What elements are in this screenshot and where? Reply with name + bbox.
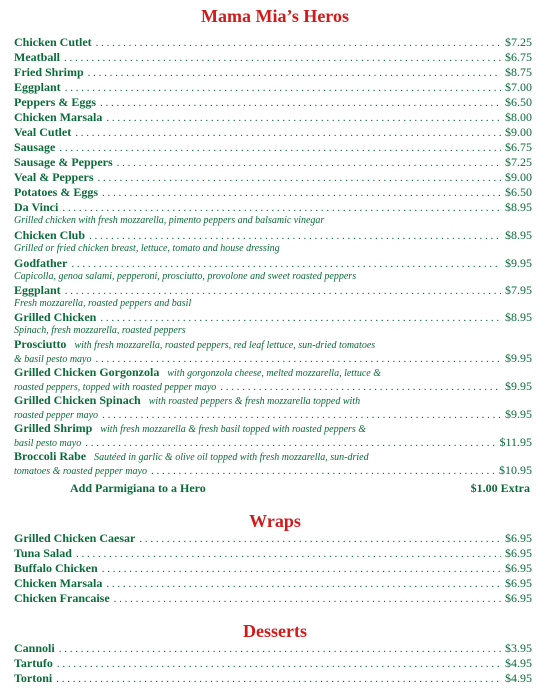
- item-name: Fried Shrimp: [14, 65, 84, 79]
- menu-item: [14, 95, 532, 109]
- item-description: Spinach, fresh mozzarella, roasted peppers: [14, 325, 186, 336]
- special-item: [14, 365, 532, 379]
- item-price: $9.95: [505, 379, 532, 393]
- item-price: $8.75: [505, 65, 532, 79]
- item-price: $9.95: [505, 351, 532, 365]
- item-name: Tortoni: [14, 671, 53, 685]
- item-description: with roasted peppers & fresh mozzarella topped with: [148, 396, 361, 407]
- special-item: [14, 421, 532, 435]
- menu-item: [14, 50, 532, 64]
- item-name: Chicken Francaise: [14, 591, 110, 605]
- item-name: Grilled Chicken Caesar: [14, 531, 136, 545]
- item-name: Sausage & Peppers: [14, 155, 113, 169]
- item-description: & basil pesto mayo: [14, 354, 92, 365]
- item-description: tomatoes & roasted pepper mayo: [14, 466, 147, 477]
- item-price: $4.95: [505, 671, 532, 685]
- item-name: Prosciutto: [14, 337, 67, 351]
- item-price: $6.95: [505, 531, 532, 545]
- item-name: Potatoes & Eggs: [14, 185, 98, 199]
- item-description: with fresh mozzarella & fresh basil topped with roasted peppers &: [100, 424, 367, 435]
- item-name: Grilled Chicken Gorgonzola: [14, 365, 160, 379]
- item-description: with gorgonzola cheese, melted mozzarella, lettuce &: [167, 368, 382, 379]
- item-price: $8.95: [505, 200, 532, 214]
- item-price: $7.25: [505, 155, 532, 169]
- item-description: Grilled or fried chicken breast, lettuce, tomato and house dressing: [14, 243, 280, 254]
- item-name: Grilled Chicken: [14, 310, 97, 324]
- menu-item: [14, 561, 532, 575]
- item-price: $8.00: [505, 110, 532, 124]
- item-name: Chicken Cutlet: [14, 35, 92, 49]
- special-item: [14, 393, 532, 407]
- item-name: Godfather: [14, 256, 68, 270]
- menu-item: [14, 185, 532, 199]
- menu-item: [14, 228, 532, 242]
- item-name: Grilled Shrimp: [14, 421, 93, 435]
- menu-item: [14, 591, 532, 605]
- item-price: $6.95: [505, 591, 532, 605]
- menu-item: [14, 256, 532, 270]
- item-name: Veal & Peppers: [14, 170, 94, 184]
- item-price: $6.50: [505, 185, 532, 199]
- menu-item: [14, 140, 532, 154]
- menu-item: [14, 546, 532, 560]
- menu-item: [14, 155, 532, 169]
- menu-item: [14, 671, 532, 685]
- item-price: $6.75: [505, 140, 532, 154]
- item-name: Chicken Marsala: [14, 110, 103, 124]
- item-description: Grilled chicken with fresh mozzarella, pimento peppers and balsamic vinegar: [14, 215, 325, 226]
- heros-title: Mama Mia’s Heros: [201, 6, 349, 26]
- special-item: [14, 449, 532, 463]
- item-name: Tartufo: [14, 656, 53, 670]
- item-price: $9.00: [505, 125, 532, 139]
- menu-item: [14, 35, 532, 49]
- item-price: $10.95: [499, 463, 532, 477]
- special-item-cont: [14, 379, 532, 393]
- special-item: [14, 337, 532, 351]
- special-item-cont: [14, 351, 532, 365]
- item-name: Cannoli: [14, 641, 55, 655]
- item-name: Eggplant: [14, 283, 61, 297]
- special-item-cont: [14, 407, 532, 421]
- item-price: $8.95: [505, 228, 532, 242]
- item-price: $7.00: [505, 80, 532, 94]
- item-description: roasted pepper mayo: [14, 410, 99, 421]
- item-name: Buffalo Chicken: [14, 561, 98, 575]
- item-price: $9.95: [505, 256, 532, 270]
- menu-item: [14, 576, 532, 590]
- special-item-cont: [14, 435, 532, 449]
- addon-price: $1.00 Extra: [470, 481, 530, 495]
- item-price: $9.00: [505, 170, 532, 184]
- desserts-title: Desserts: [243, 621, 307, 641]
- item-price: $7.95: [505, 283, 532, 297]
- menu-item: [14, 200, 532, 214]
- item-name: Tuna Salad: [14, 546, 72, 560]
- item-name: Da Vinci: [14, 200, 59, 214]
- menu-item: [14, 80, 532, 94]
- item-name: Meatball: [14, 50, 60, 64]
- menu-item: [14, 641, 532, 655]
- item-price: $4.95: [505, 656, 532, 670]
- menu-item: [14, 125, 532, 139]
- item-price: $6.95: [505, 576, 532, 590]
- item-name: Broccoli Rabe: [14, 449, 87, 463]
- item-name: Sausage: [14, 140, 56, 154]
- menu-item: [14, 283, 532, 297]
- menu-item: [14, 110, 532, 124]
- item-description: basil pesto mayo: [14, 438, 82, 449]
- item-price: $6.95: [505, 546, 532, 560]
- item-description: Capicolla, genoa salami, pepperoni, prosciutto, provolone and sweet roasted peppers: [14, 271, 357, 282]
- item-name: Chicken Club: [14, 228, 86, 242]
- item-name: Grilled Chicken Spinach: [14, 393, 141, 407]
- wraps-title: Wraps: [249, 511, 301, 531]
- item-price: $6.75: [505, 50, 532, 64]
- item-description: with fresh mozzarella, roasted peppers, red leaf lettuce, sun-dried tomatoes: [74, 340, 376, 351]
- item-price: $3.95: [505, 641, 532, 655]
- item-name: Chicken Marsala: [14, 576, 103, 590]
- item-name: Eggplant: [14, 80, 61, 94]
- item-price: $6.95: [505, 561, 532, 575]
- parmigiana-addon: [70, 480, 530, 496]
- item-description: roasted peppers, topped with roasted pepper mayo: [14, 382, 217, 393]
- menu-item: [14, 531, 532, 545]
- special-item-cont: [14, 463, 532, 477]
- item-price: $6.50: [505, 95, 532, 109]
- item-description: Sautéed in garlic & olive oil topped with fresh mozzarella, sun-dried: [94, 452, 369, 463]
- item-description: Fresh mozzarella, roasted peppers and basil: [14, 298, 192, 309]
- menu-item: [14, 310, 532, 324]
- menu-item: [14, 656, 532, 670]
- menu-item: [14, 65, 532, 79]
- item-price: $8.95: [505, 310, 532, 324]
- item-name: Peppers & Eggs: [14, 95, 96, 109]
- menu-item: [14, 170, 532, 184]
- item-name: Veal Cutlet: [14, 125, 72, 139]
- addon-label: Add Parmigiana to a Hero: [70, 481, 206, 495]
- item-price: $9.95: [505, 407, 532, 421]
- item-price: $7.25: [505, 35, 532, 49]
- item-price: $11.95: [499, 435, 532, 449]
